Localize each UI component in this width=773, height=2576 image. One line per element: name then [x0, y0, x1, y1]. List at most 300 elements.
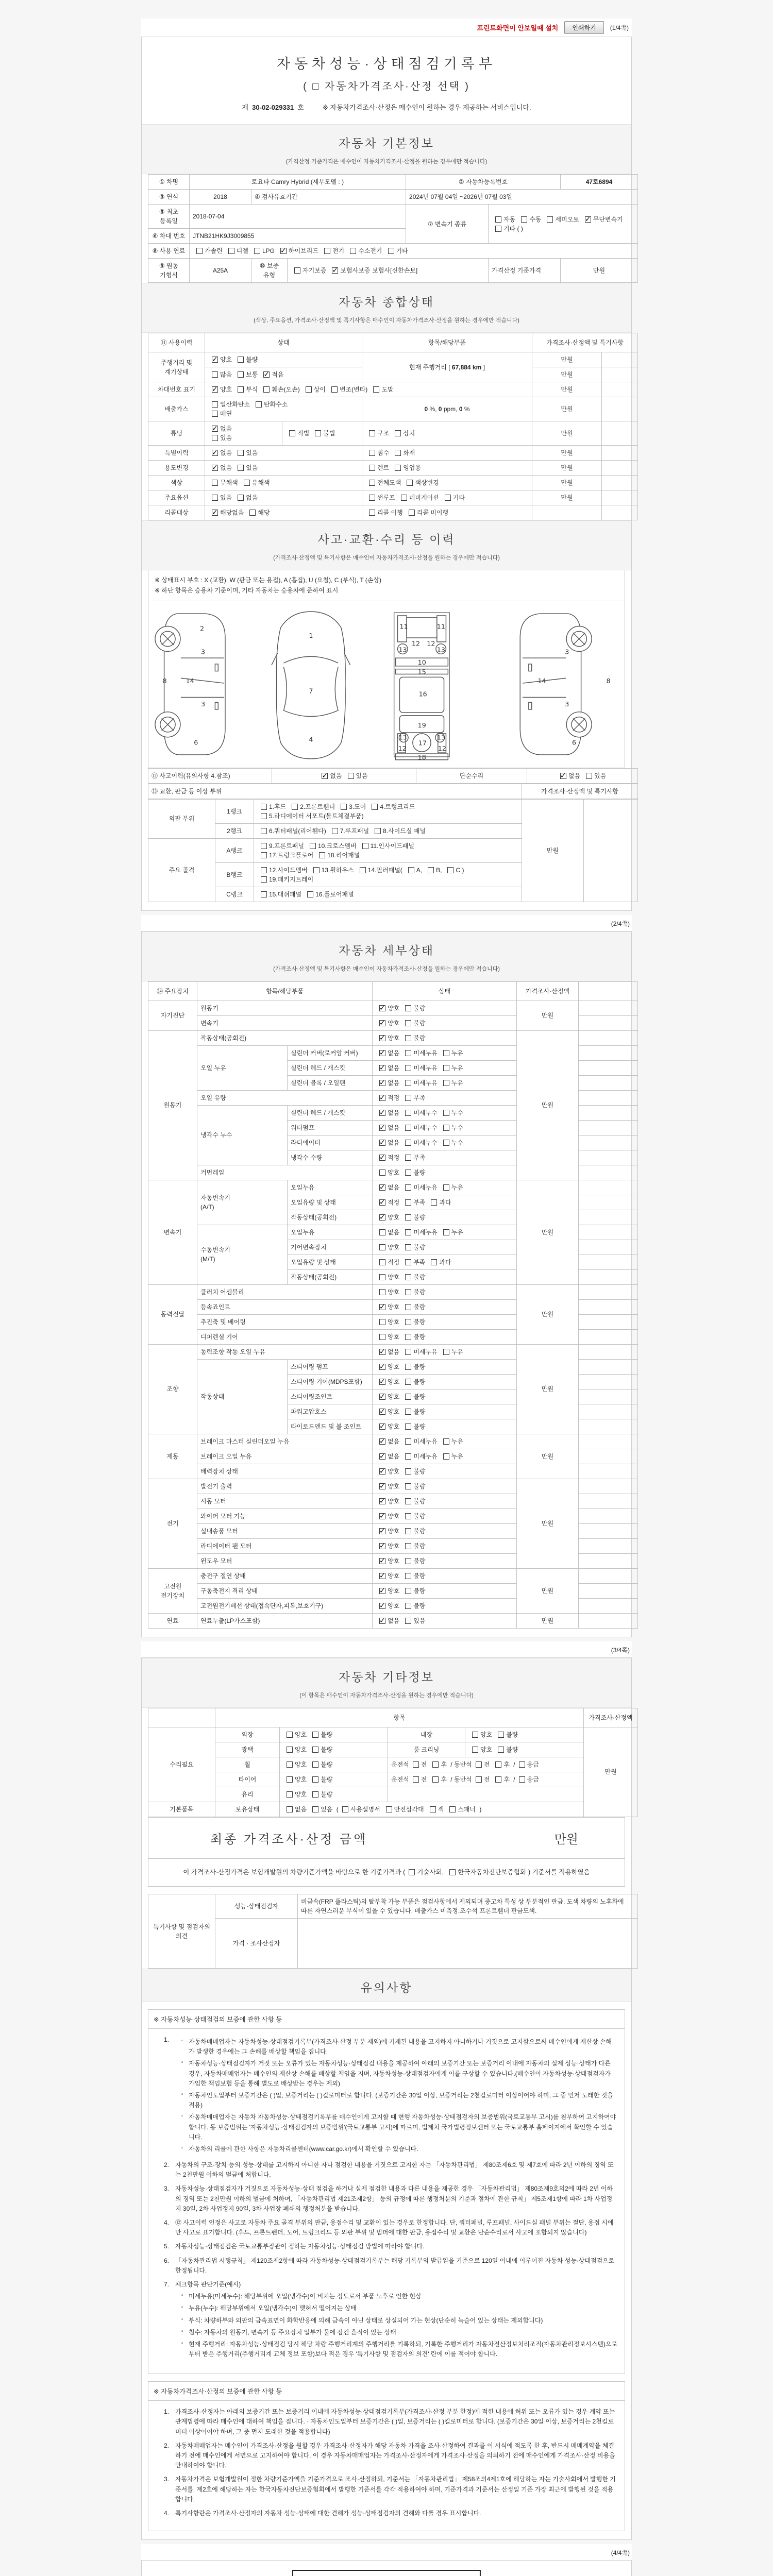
checkbox-icon	[395, 430, 401, 436]
form-cell	[197, 1329, 373, 1344]
form-cell: ⑤ 최초 등록일	[148, 205, 190, 229]
checkbox-icon	[409, 1869, 415, 1875]
form-cell	[527, 768, 638, 783]
checkbox-icon	[342, 1806, 348, 1812]
notice-subitem: ▫ 자동차의 리콜에 관한 사항은 자동차리콜센터(www.car.go.kr)에서 확인할 수 있습니다.	[189, 2144, 617, 2154]
svg-text:1: 1	[309, 631, 313, 639]
checkbox-icon	[287, 1776, 293, 1783]
checkbox-option: ✓ 적정	[376, 1093, 399, 1103]
table-row	[148, 981, 638, 1001]
checkbox-icon	[443, 1065, 449, 1071]
checkbox-icon	[324, 248, 330, 254]
checkbox-icon	[261, 852, 267, 858]
form-cell: 만원	[561, 259, 638, 283]
checked-checkbox-icon	[379, 1543, 385, 1549]
form-cell: 단순수리	[416, 768, 527, 783]
section-title: 사고·교환·수리 등 이력	[317, 533, 456, 546]
checkbox-icon	[395, 465, 401, 471]
label: 동력전달	[160, 1311, 185, 1318]
form-cell	[373, 1419, 517, 1434]
table-row	[148, 1001, 638, 1015]
checkbox-icon	[372, 804, 378, 810]
notice-text: ⑫ 사고이력 인정은 사고로 자동차 주요 골격 부위의 판금, 용접수리 및 교환이 있는 경우로 한정합니다. 단, 쿼터패널, 루프패널, 사이드실 패널 부위는 절단, 용접 시에만 사고로 표기합니다. (후드, 프론트펜더, 도어, 트렁크리드 등 외판 부위 및 범퍼에 대한 판금, 용접수리 및 교환은 단순수리로서 사고에 포함되지 않습니다)	[175, 2219, 614, 2236]
form-cell: 외장	[215, 1727, 280, 1742]
table-row	[148, 505, 638, 520]
form-cell: 만원	[532, 476, 602, 490]
label: %,	[428, 405, 439, 413]
checkbox-icon	[261, 828, 267, 834]
form-cell: 특기사항 및 점검자의 의견	[148, 1894, 215, 1969]
form-cell: 용도변경	[148, 461, 205, 476]
form-cell	[288, 1225, 373, 1240]
table-row	[148, 259, 638, 283]
form-cell	[579, 1120, 638, 1135]
form-cell: ⑩ 보증 유형	[251, 259, 288, 283]
page-3-indicator: (3/4쪽)	[141, 1641, 632, 1657]
svg-text:12: 12	[427, 639, 435, 648]
checkbox-option: 불량	[401, 1168, 425, 1177]
form-cell	[579, 1045, 638, 1060]
checkbox-option: 과다	[427, 1198, 451, 1207]
form-cell	[362, 446, 532, 461]
checkbox-option: 응급	[515, 1760, 539, 1769]
table-row	[148, 1030, 638, 1045]
table-row	[148, 1894, 638, 1919]
checkbox-option: ✓ 없음	[208, 448, 232, 457]
svg-text:3: 3	[201, 648, 206, 656]
notice-block	[148, 2381, 625, 2531]
form-cell: ⑨ 원동 기형식	[148, 259, 190, 283]
checked-checkbox-icon	[379, 1453, 385, 1460]
label: 오일 유량	[200, 1094, 226, 1101]
checkbox-icon	[312, 1806, 318, 1812]
final-price-note	[148, 1859, 625, 1887]
checkbox-option: 기타	[384, 246, 408, 256]
form-cell: 1랭크	[215, 799, 254, 823]
page-4-indicator: (4/4쪽)	[141, 2544, 632, 2560]
label: 실린더 커버(로커암 커버)	[291, 1049, 358, 1057]
checkbox-icon	[369, 510, 375, 516]
checkbox-icon	[405, 1513, 411, 1519]
form-cell	[205, 367, 362, 382]
label: 제동	[166, 1452, 179, 1460]
checkbox-option: 변조(변타)	[328, 385, 367, 394]
form-cell	[579, 1389, 638, 1404]
checkbox-icon	[449, 1806, 456, 1812]
notice-item	[164, 2475, 617, 2504]
checkbox-icon	[405, 1199, 411, 1206]
checkbox-option: ✓ 양호	[376, 1033, 399, 1043]
checkbox-option: 불량	[401, 1004, 425, 1013]
checkbox-option: ✓ 양호	[376, 1586, 399, 1596]
form-cell: 룸 크리닝	[388, 1742, 465, 1757]
table-row	[148, 1787, 638, 1802]
checkbox-icon	[405, 1274, 411, 1280]
svg-text:15: 15	[417, 668, 426, 676]
form-cell: 만원	[532, 421, 602, 446]
final-price-banner	[148, 1817, 625, 1859]
checkbox-icon	[405, 1453, 411, 1460]
form-cell	[602, 505, 638, 520]
notice-sublist	[175, 2292, 617, 2359]
checkbox-icon	[519, 1776, 525, 1783]
svg-text:3: 3	[565, 648, 569, 656]
checked-checkbox-icon	[322, 773, 328, 779]
form-cell	[288, 259, 489, 283]
checkbox-icon	[261, 867, 267, 873]
checkbox-icon	[495, 1761, 501, 1768]
label: 고전원	[163, 1582, 182, 1590]
form-cell	[197, 1105, 288, 1165]
form-cell	[579, 1135, 638, 1150]
checkbox-icon	[405, 1050, 411, 1056]
checkbox-option: 불법	[311, 429, 335, 438]
svg-text:2: 2	[200, 624, 205, 633]
checkbox-icon	[287, 1761, 293, 1768]
checkbox-option: 불량	[401, 1362, 425, 1371]
notice-subitem: ▫ 자동차인도일부터 보증기간은 ( )일, 보증거리는 ( )킬로미터로 합니다. (보증기간은 30일 이상, 보증거리는 2천킬로미터 이상이어야 하며, 그 중 먼저 도래한 것을 적용)	[189, 2091, 617, 2110]
checkbox-option: 전	[409, 1760, 427, 1769]
checkbox-icon	[249, 510, 256, 516]
print-button[interactable]: 인쇄하기	[564, 21, 603, 34]
checkbox-icon	[519, 1761, 525, 1768]
form-cell	[579, 1523, 638, 1538]
doc-number: 제 30-02-029331 호	[242, 104, 304, 111]
form-cell	[288, 1195, 373, 1210]
checkbox-icon	[405, 1080, 411, 1086]
label: 원동기	[163, 1101, 182, 1109]
checkbox-icon	[405, 1334, 411, 1340]
label: 변속기	[163, 1228, 182, 1236]
form-cell: 가격산정 기준가격	[489, 259, 561, 283]
checkbox-icon	[238, 450, 244, 456]
checkbox-option: 18.리어패널	[315, 851, 360, 860]
checkbox-option: 리콜 이행	[365, 508, 403, 517]
checkbox-icon	[431, 1259, 437, 1265]
checkbox-icon	[432, 1761, 439, 1768]
checkbox-icon	[405, 1379, 411, 1385]
form-cell	[602, 476, 638, 490]
form-cell	[373, 1568, 517, 1583]
checkbox-icon	[430, 1806, 436, 1812]
checkbox-icon	[388, 248, 394, 254]
form-cell: 상태	[373, 981, 517, 1001]
form-cell	[579, 1284, 638, 1299]
form-cell	[602, 397, 638, 421]
form-cell	[190, 244, 638, 259]
form-cell	[579, 1583, 638, 1598]
checkbox-option: ✓ 없음	[376, 1048, 399, 1058]
form-cell	[197, 1180, 288, 1225]
checkbox-option: ✓ 없음	[376, 1437, 399, 1446]
checked-checkbox-icon	[379, 1603, 385, 1609]
price-definition-title	[292, 2570, 481, 2576]
form-cell	[280, 1802, 584, 1817]
section-detail	[142, 931, 631, 981]
notice-item	[164, 2441, 617, 2471]
form-cell: 성능·상태점검자	[215, 1894, 298, 1919]
form-cell: 차대번호 표기	[148, 382, 205, 397]
value: 0	[424, 405, 428, 413]
checkbox-option: 도말	[369, 385, 393, 394]
document-wrapper	[141, 0, 632, 2576]
section-title: 자동차 기본정보	[339, 137, 434, 150]
checkbox-icon	[287, 1747, 293, 1753]
label: 원동기	[200, 1004, 219, 1012]
svg-text:14: 14	[186, 676, 194, 685]
checkbox-icon	[287, 1791, 293, 1798]
form-cell: 수리필요	[148, 1727, 215, 1802]
checkbox-icon	[405, 1184, 411, 1191]
label: 냉각수 누수	[200, 1131, 232, 1139]
label: 파워고압호스	[291, 1408, 327, 1415]
notice-subitem: ▫ 자동차성능·상태점검자가 거짓 또는 오류가 있는 자동차성능·상태점검 내용을 제공하여 아래의 보증기간 또는 보증거리 이내에 자동차의 실제 성능·상태가 다른 경우, 자동차매매업자는 매수인의 재산상 손해를 배상할 책임을 지며, 자동차성능·상태점검자에게 이를 구상할 수 있습니다.(매수인이 자동차성능·상태점검자가 가입한 책임보험 등을 통해 별도로 배상받는 경우는 제외)	[189, 2059, 617, 2089]
checkbox-option: 양호	[376, 1273, 399, 1282]
checkbox-option: 6.쿼터패널(리어휀다)	[257, 826, 326, 836]
inspector-opinion-table	[148, 1894, 638, 1969]
form-cell	[602, 367, 638, 382]
form-cell	[373, 1195, 517, 1210]
page-1	[141, 37, 632, 911]
checkbox-option: ✓ 양호	[376, 1422, 399, 1431]
notice-item	[164, 2407, 617, 2437]
checkbox-option: 양호	[283, 1775, 307, 1784]
checked-checkbox-icon	[379, 1080, 385, 1086]
section-accident	[142, 520, 631, 570]
checkbox-option: 불량	[401, 1407, 425, 1416]
checkbox-option: ✓ 없음	[376, 1452, 399, 1461]
caution-notices	[148, 2009, 625, 2531]
checkbox-option: 무채색	[208, 478, 238, 487]
form-cell	[362, 397, 532, 421]
checkbox-option: 있음	[234, 463, 258, 472]
label: (M/T)	[200, 1256, 215, 1263]
checked-checkbox-icon	[379, 1558, 385, 1564]
notice-item	[164, 2035, 617, 2156]
checkbox-option: 불량	[401, 1287, 425, 1297]
checkbox-icon	[443, 1229, 449, 1235]
checkbox-icon	[373, 386, 379, 393]
svg-text:6: 6	[194, 738, 198, 747]
checkbox-icon	[405, 1349, 411, 1355]
svg-text:18: 18	[417, 753, 426, 761]
checkbox-option: 부식	[234, 385, 258, 394]
form-cell	[288, 1210, 373, 1225]
form-cell: 만원	[532, 446, 602, 461]
form-cell	[362, 476, 532, 490]
notice-text: 자동차성능·상태점검은 국토교통부장관이 정하는 자동차성능·상태점검 방법에 따라야 합니다.	[175, 2243, 425, 2250]
table-row	[148, 490, 638, 505]
label: ]	[481, 363, 485, 371]
form-cell: 만원	[517, 1180, 579, 1284]
value: 47로6894	[585, 178, 613, 185]
label: 오일유량 및 상태	[291, 1198, 336, 1206]
checkbox-icon	[405, 1573, 411, 1579]
form-cell	[280, 1727, 388, 1742]
form-cell: ⑬ 교환, 판금 등 이상 부위	[148, 784, 522, 799]
print-toolbar	[141, 19, 632, 37]
checkbox-icon	[348, 773, 354, 779]
value: 0	[438, 405, 442, 413]
checkbox-icon	[319, 852, 325, 858]
label: 구동축전지 격리 상태	[200, 1587, 258, 1595]
form-cell: 만원	[532, 397, 602, 421]
form-cell: 내장	[388, 1727, 465, 1742]
form-cell	[579, 1180, 638, 1195]
accident-history-row	[148, 768, 638, 784]
form-cell	[197, 1553, 373, 1568]
checkbox-option: 있음	[582, 771, 606, 781]
form-cell: A랭크	[215, 838, 254, 862]
notice-item	[164, 2160, 617, 2180]
checkbox-option: 전	[472, 1775, 490, 1784]
label: 실내송풍 모터	[200, 1527, 238, 1535]
form-cell	[197, 1449, 373, 1464]
checkbox-option: 미세누유	[401, 1078, 437, 1088]
checkbox-option: 불량	[401, 1392, 425, 1401]
form-cell: 만원	[532, 461, 602, 476]
checkbox-option: 불량	[401, 1273, 425, 1282]
form-cell: ⑧ 사용 연료	[148, 244, 190, 259]
svg-text:7: 7	[309, 687, 313, 695]
checkbox-option: 응급	[515, 1775, 539, 1784]
value: 0	[459, 405, 463, 413]
checkbox-option: 색상변경	[403, 478, 439, 487]
checkbox-option: 12.사이드멤버	[257, 866, 308, 875]
label: 보험사[신한손보]	[372, 267, 418, 274]
form-cell	[205, 476, 362, 490]
checkbox-icon	[261, 876, 267, 883]
checkbox-option: 전	[409, 1775, 427, 1784]
form-cell: 2018-07-04	[190, 205, 406, 229]
notice-subitem: ▫ 누유(누수): 해당부위에서 오일(냉각수)이 맺혀서 떨어지는 상태	[189, 2303, 617, 2313]
form-cell	[579, 1404, 638, 1419]
checkbox-option: 부족	[401, 1093, 425, 1103]
form-cell	[288, 1389, 373, 1404]
checkbox-icon	[369, 430, 375, 436]
form-cell	[579, 1538, 638, 1553]
form-cell	[579, 1479, 638, 1494]
label: 오일누유	[291, 1183, 315, 1191]
checkbox-icon	[254, 248, 260, 254]
checkbox-icon	[405, 1319, 411, 1325]
form-cell: 항목/해당부품	[197, 981, 373, 1001]
form-cell	[579, 1195, 638, 1210]
checkbox-option: ✓ 양호	[376, 1213, 399, 1222]
checkbox-option: 누유	[440, 1347, 463, 1357]
checkbox-option: ✓ 양호	[208, 385, 232, 394]
checkbox-icon	[360, 867, 366, 873]
form-cell: 토요타 Camry Hybrid (세부모델 : )	[190, 175, 406, 190]
checkbox-option: ✓ 없음	[376, 1123, 399, 1132]
label: 자기진단	[160, 1012, 185, 1020]
form-cell	[373, 1598, 517, 1613]
notice-subitem: ▫ 자동차매매업자는 자동차 자동차성능·상태점검기록부를 매수인에게 고지할 때 현행 자동차성능·상태점검자의 보증범위(국토교통부 고시)를 첨부하여 고지하여야 합니다. 동 보증범위는 '자동차성능·상태점검자의 보증범위'(국토교통부 고시)에 따르며, 법제처 국가법령정보센터 또는 국토교통부 홈페이지에서 확인할 수 있습니다.	[189, 2112, 617, 2142]
form-cell: 유리	[215, 1787, 280, 1802]
damage-code-legend	[148, 570, 625, 601]
checked-checkbox-icon	[379, 1184, 385, 1191]
checkbox-option: 미세누유	[401, 1063, 437, 1073]
form-cell	[288, 1404, 373, 1419]
label: 배력장치 상태	[200, 1467, 238, 1475]
form-cell	[373, 1613, 517, 1628]
checkbox-option: 장치	[391, 429, 415, 438]
form-cell	[373, 1225, 517, 1240]
checkbox-option: ✓ 없음	[376, 1138, 399, 1147]
form-cell: 리콜대상	[148, 505, 205, 520]
table-row	[148, 1434, 638, 1449]
form-cell	[298, 1919, 638, 1969]
form-cell	[197, 1090, 373, 1105]
form-cell	[254, 823, 522, 838]
notice-item	[164, 2242, 617, 2251]
checkbox-option: 자기보증	[291, 266, 326, 275]
form-cell	[373, 1269, 517, 1284]
form-cell	[280, 1757, 388, 1772]
form-cell: 만원	[517, 1479, 579, 1568]
checked-checkbox-icon	[379, 1483, 385, 1489]
form-cell	[288, 1120, 373, 1135]
form-cell	[197, 1344, 373, 1359]
form-cell: 항목/해당부품	[362, 333, 532, 352]
checkbox-icon	[443, 1125, 449, 1131]
label: 커먼레일	[200, 1168, 225, 1176]
checkbox-option: 14.필러패널(	[356, 866, 402, 875]
form-cell	[197, 1568, 373, 1583]
checkbox-option: 불량	[401, 1317, 425, 1327]
checkbox-icon	[405, 1394, 411, 1400]
section-note: (가격조사·산정액 및 특기사항은 매수인이 자동차가격조사·산정을 원하는 경우에만 적습니다)	[273, 965, 500, 972]
checked-checkbox-icon	[379, 1349, 385, 1355]
svg-text:10: 10	[417, 658, 426, 666]
checked-checkbox-icon	[212, 357, 218, 363]
checkbox-icon	[443, 1453, 449, 1460]
notice-subitem: ▫ 침수: 자동차의 원동기, 변속기 등 주요장치 일부가 물에 잠긴 흔적이 있는 상태	[189, 2328, 617, 2337]
section-basic-info	[142, 124, 631, 174]
checkbox-icon	[212, 435, 218, 441]
label: ) 기준서를 적용하였음	[528, 1868, 590, 1876]
table-row	[148, 1708, 638, 1727]
checkbox-option: ✓ 양호	[376, 1467, 399, 1476]
checkbox-icon	[405, 1259, 411, 1265]
checkbox-icon	[379, 1274, 385, 1280]
form-cell	[579, 1613, 638, 1628]
form-cell	[373, 1045, 517, 1060]
checkbox-icon	[310, 843, 316, 849]
table-row	[148, 1613, 638, 1628]
checkbox-icon	[228, 248, 234, 254]
checked-checkbox-icon	[379, 1214, 385, 1221]
form-cell	[197, 1523, 373, 1538]
checkbox-option: 양호	[283, 1745, 307, 1754]
form-cell: 휠	[215, 1757, 280, 1772]
form-cell	[579, 1359, 638, 1374]
checkbox-option: 17.트렁크플로어	[257, 851, 313, 860]
checkbox-option: 불량	[401, 1497, 425, 1506]
form-cell	[205, 352, 362, 367]
checkbox-option: 미세누유	[401, 1437, 437, 1446]
svg-text:13: 13	[398, 646, 407, 654]
form-cell	[579, 1314, 638, 1329]
checkbox-icon	[405, 1483, 411, 1489]
checkbox-icon	[413, 1761, 419, 1768]
form-cell	[373, 1090, 517, 1105]
checkbox-option: 과다	[427, 1258, 451, 1267]
form-cell	[373, 1120, 517, 1135]
checkbox-option: 전체도색	[365, 478, 401, 487]
checkbox-option: 디젤	[225, 246, 248, 256]
form-cell	[373, 1060, 517, 1075]
